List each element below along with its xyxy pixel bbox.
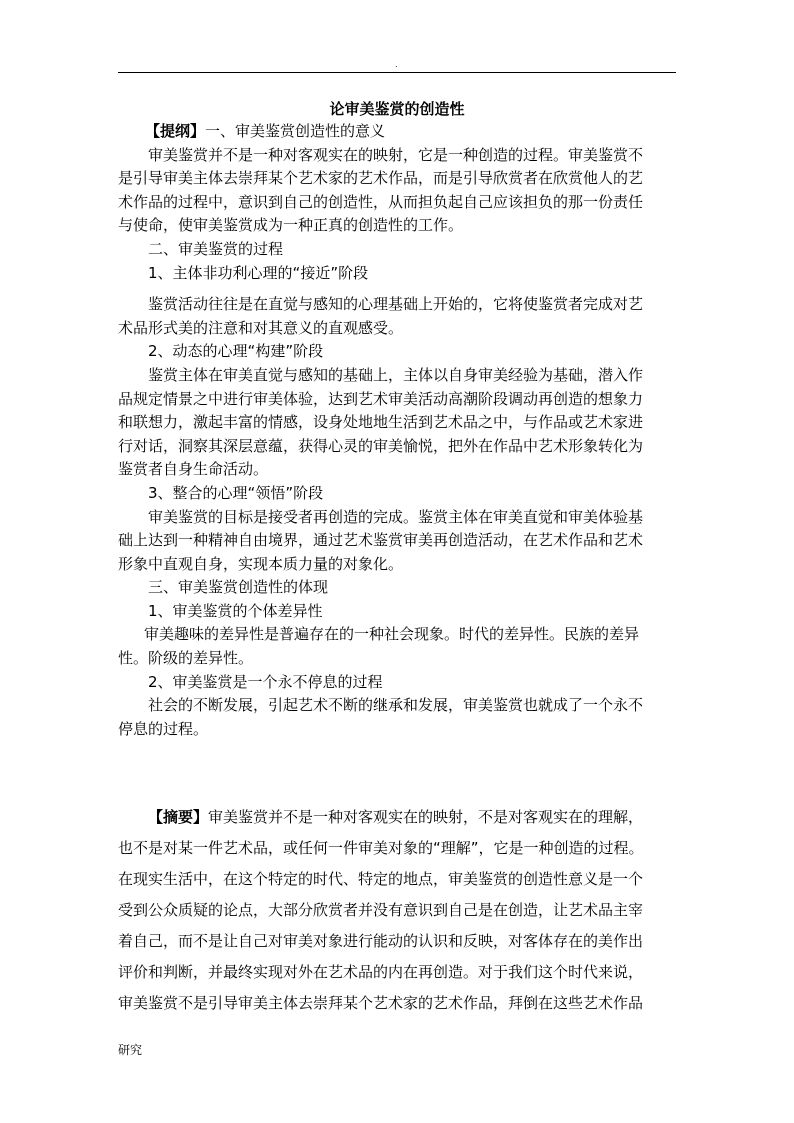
text-line: 审美鉴赏并不是一种对客观实在的映射，它是一种创造的过程。审美鉴赏不 [148,145,644,164]
text-line: 着自己，而不是让自己对审美对象进行能动的认识和反映，对客体存在的美作出 [118,932,644,950]
text-line: 受到公众质疑的论点，大部分欣赏者并没有意识到自己是在创造，让艺术品主宰 [118,901,644,919]
text-line: 与使命，使审美鉴赏成为一种正真的创造性的工作。 [118,216,464,235]
text-line: 和联想力，激起丰富的情感，设身处地地生活到艺术品之中，与作品或艺术家进 [118,413,644,432]
text-line: 审美鉴赏不是引导审美主体去崇拜某个艺术家的艺术作品，拜倒在这些艺术作品 [118,994,644,1012]
subsection-heading: 2、动态的心理“构建”阶段 [148,342,324,361]
section-heading: 三、审美鉴赏创造性的体现 [148,578,329,597]
abstract-section [118,802,678,1019]
text-line: 性。阶级的差异性。 [118,649,254,668]
abstract-first-text: 审美鉴赏并不是一种对客观实在的映射，不是对客观实在的理解， [208,808,644,826]
text-line: 也不是对某一件艺术品，或任何一件审美对象的“理解”，它是一种创造的过程。 [118,839,644,857]
subsection-heading: 1、审美鉴赏的个体差异性 [148,601,323,620]
subsection-heading: 1、主体非功利心理的“接近”阶段 [148,263,369,282]
text-line: 术作品的过程中，意识到自己的创造性，从而担负起自己应该担负的那一份责任 [118,192,644,211]
text-line: 鉴赏主体在审美直觉与感知的基础上，主体以自身审美经验为基础，潜入作 [148,365,644,384]
subsection-heading: 2、审美鉴赏是一个永不停息的过程 [148,672,383,691]
text-line: 停息的过程。 [118,719,209,738]
outline-label: 【提纲】 [145,122,206,140]
text-line: 评价和判断，并最终实现对外在艺术品的内在再创造。对于我们这个时代来说， [118,963,644,981]
header-mark: . [395,60,398,69]
outline-section [118,120,678,741]
text-line: 是引导审美主体去崇拜某个艺术家的艺术作品，而是引导欣赏者在欣赏他人的艺 [118,169,644,188]
text-line: 审美趣味的差异性是普遍存在的一种社会现象。时代的差异性。民族的差异 [144,625,640,644]
section-heading: 二、审美鉴赏的过程 [148,239,284,258]
abstract-label: 【摘要】 [148,808,209,826]
text-line: 品规定情景之中进行审美体验，达到艺术审美活动高潮阶段调动再创造的想象力 [118,389,644,408]
header-rule [118,72,676,73]
text-line: 术品形式美的注意和对其意义的直观感受。 [118,318,404,337]
subsection-heading: 3、整合的心理“领悟”阶段 [148,483,324,502]
document-title: 论审美鉴赏的创造性 [329,100,465,118]
text-line: 社会的不断发展，引起艺术不断的继承和发展，审美鉴赏也就成了一个永不 [148,696,644,715]
outline-first-heading: 一、审美鉴赏创造性的意义 [205,122,386,140]
text-line: 形象中直观自身，实现本质力量的对象化。 [118,554,404,573]
page-footer: 研究 [118,1043,143,1057]
text-line: 础上达到一种精神自由境界，通过艺术鉴赏审美再创造活动，在艺术作品和艺术 [118,531,644,550]
text-line: 在现实生活中，在这个特定的时代、特定的地点，审美鉴赏的创造性意义是一个 [118,870,644,888]
text-line: 审美鉴赏的目标是接受者再创造的完成。鉴赏主体在审美直觉和审美体验基 [148,507,644,526]
text-line: 鉴赏活动往往是在直觉与感知的心理基础上开始的，它将使鉴赏者完成对艺 [148,295,644,314]
text-line: 鉴赏者自身生命活动。 [118,460,269,479]
text-line: 行对话，洞察其深层意蕴，获得心灵的审美愉悦，把外在作品中艺术形象转化为 [118,436,644,455]
outline-heading-line [118,120,678,144]
abstract-first-line [118,802,678,833]
